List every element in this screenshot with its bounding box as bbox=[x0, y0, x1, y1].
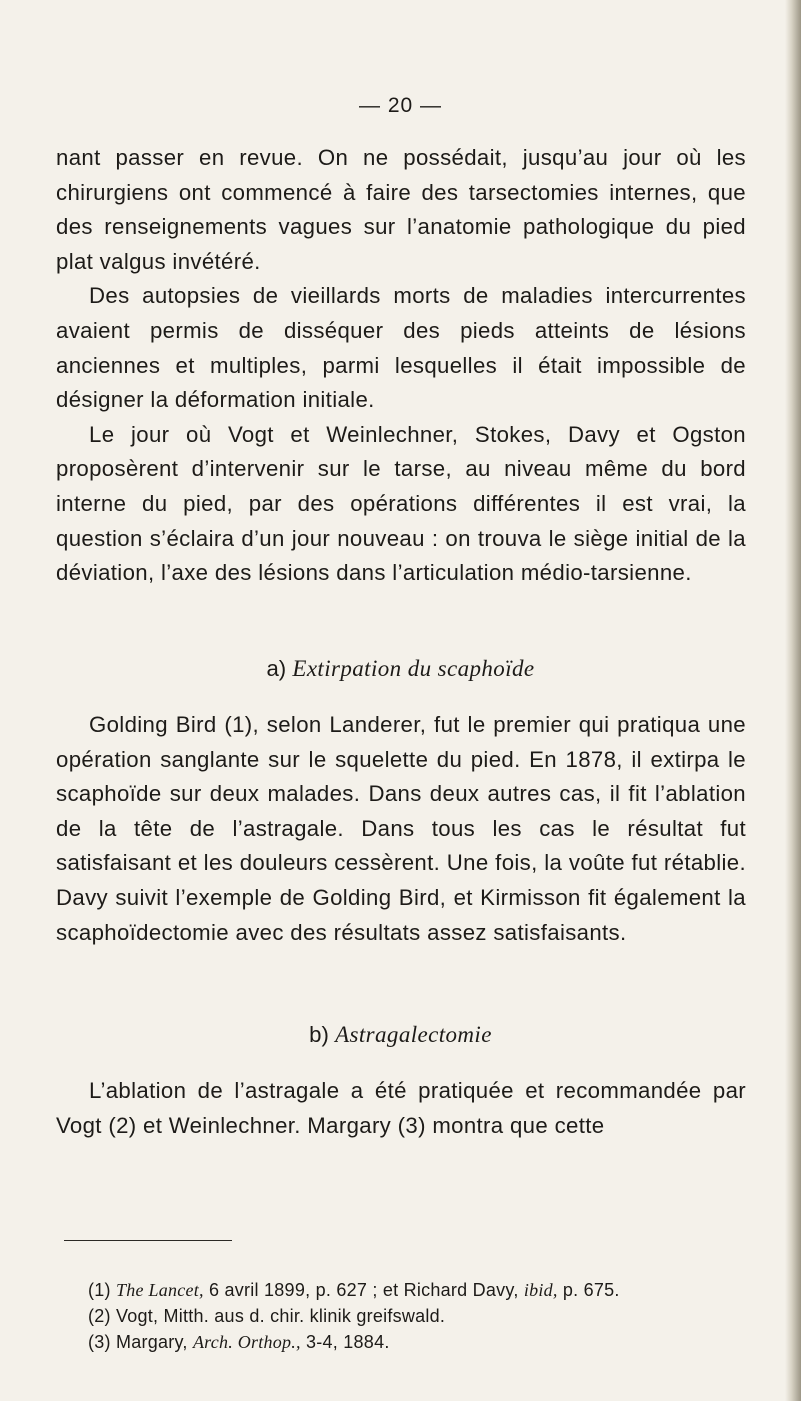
footnote-italic: Arch. Orthop., bbox=[192, 1332, 301, 1352]
section-a-marker: a) bbox=[266, 656, 287, 681]
paragraph-2: Des autopsies de vieillards morts de maladies intercurrentes avaient permis de disséquer des pieds atteints de lésions anciennes et multiples, parmi lesquelles il était impossible de désigner la déformation initiale. bbox=[56, 283, 746, 413]
footnote-italic: The Lancet, bbox=[116, 1280, 204, 1300]
section-b-heading bbox=[0, 1022, 801, 1048]
footnote-number: (2) bbox=[88, 1306, 111, 1326]
body-text-section-a bbox=[56, 708, 746, 950]
footnote-2 bbox=[88, 1303, 748, 1329]
body-text-top bbox=[56, 141, 746, 591]
footnote-3 bbox=[88, 1329, 748, 1355]
footnote-number: (3) bbox=[88, 1332, 111, 1352]
paragraph-section-a: Golding Bird (1), selon Landerer, fut le premier qui pratiqua une opération sanglante sur le squelette du pied. En 1878, il extirpa le scaphoïde sur deux malades. Dans deux autres cas, il fit l’ablation de la tête de l’astragale. Dans tous les cas le résultat fut satisfaisant et les douleurs cessèrent. Une fois, la voûte fut rétablie. Davy suivit l’exemple de Golding Bird, et Kirmisson fit également la scaphoïdectomie avec des résultats assez satisfaisants. bbox=[56, 712, 746, 945]
footnotes bbox=[88, 1277, 748, 1355]
section-b-marker: b) bbox=[309, 1022, 329, 1047]
section-b-title: Astragalectomie bbox=[335, 1022, 492, 1047]
paragraph-3: Le jour où Vogt et Weinlechner, Stokes, Davy et Ogston proposèrent d’intervenir sur le tarse, au niveau même du bord interne du pied, par des opérations différentes il est vrai, la question s’éclaira d’un jour nouveau : on trouva le siège initial de la déviation, l’axe des lésions dans l’articulation médio-tarsienne. bbox=[56, 421, 746, 586]
section-a-heading bbox=[0, 656, 801, 682]
paragraph-section-b: L’ablation de l’astragale a été pratiquée et recommandée par Vogt (2) et Weinlechner. Margary (3) montra que cette bbox=[56, 1078, 746, 1138]
footnote-rule bbox=[64, 1240, 232, 1241]
body-text-section-b bbox=[56, 1074, 746, 1143]
footnote-italic: ibid, bbox=[523, 1280, 558, 1300]
footnote-1 bbox=[88, 1277, 748, 1303]
section-a-title: Extirpation du scaphoïde bbox=[292, 656, 535, 681]
footnote-text: 3-4, 1884. bbox=[300, 1332, 390, 1352]
page-number: — 20 — bbox=[358, 94, 443, 117]
page-edge-shadow bbox=[785, 0, 801, 1401]
footnote-text: Margary, bbox=[110, 1332, 193, 1352]
footnote-text: 6 avril 1899, p. 627 ; et Richard Davy, bbox=[203, 1280, 524, 1300]
footnote-number: (1) bbox=[88, 1280, 111, 1300]
paragraph-1: nant passer en revue. On ne possédait, jusqu’au jour où les chirurgiens ont commencé à faire des tarsectomies internes, que des renseignements vagues sur l’anatomie pathologique du pied plat valgus invétéré. bbox=[56, 145, 746, 274]
footnote-text: p. 675. bbox=[557, 1280, 620, 1300]
footnote-text: Vogt, Mitth. aus d. chir. klinik greifswald. bbox=[110, 1306, 446, 1326]
